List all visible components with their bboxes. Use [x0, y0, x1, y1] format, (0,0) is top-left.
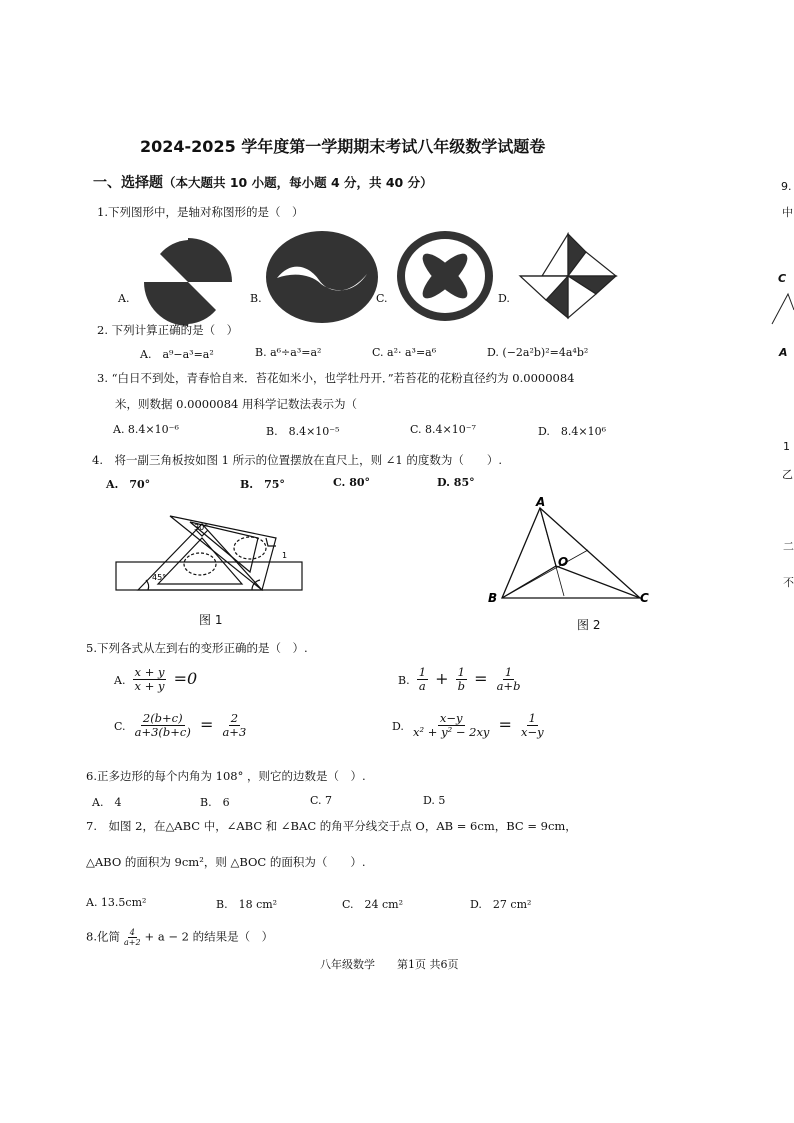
- q5-c-num: 2(b+c): [142, 711, 183, 725]
- section-heading: [93, 172, 433, 192]
- q8-suffix: + a − 2 的结果是（ ）: [144, 929, 274, 944]
- q5-b-f1n: 1: [418, 665, 427, 679]
- q8-prefix: 8.化简: [86, 929, 120, 944]
- q5-b-frac1: [417, 666, 428, 693]
- fig1-angle-30: 30°: [194, 523, 209, 532]
- q5-d-rhs: [519, 712, 546, 739]
- q5-c-rd: a+3: [222, 725, 247, 740]
- q5-b-f3n: 1: [504, 665, 513, 679]
- q5-b-f2d: b: [457, 679, 465, 694]
- q7-option-d: D. 27 cm²: [470, 898, 532, 911]
- q3-option-c: C. 8.4×10⁻⁷: [410, 423, 476, 436]
- q1-label-b: B.: [250, 292, 262, 305]
- q2-option-b: B. a⁶÷a³=a²: [255, 346, 322, 359]
- q6-option-c: C. 7: [310, 794, 333, 807]
- edge-figure-fragment: [770, 290, 794, 330]
- q1-label-a: A.: [118, 292, 130, 305]
- q5-d-rn: 1: [528, 711, 536, 725]
- q5-option-a: [114, 666, 197, 693]
- q5-b-frac2: [456, 666, 467, 693]
- question-2-stem: 2. 下列计算正确的是（ ）: [97, 323, 239, 337]
- q5-c-label: C.: [114, 720, 126, 734]
- q1-label-d: D.: [498, 292, 510, 305]
- question-5-stem: 5.下列各式从左到右的变形正确的是（ ）.: [86, 641, 308, 655]
- q5-d-den: x² + y² − 2xy: [413, 725, 490, 740]
- question-1-stem: 1.下列图形中，是轴对称图形的是（ ）: [97, 205, 304, 219]
- q5-d-label: D.: [392, 720, 404, 734]
- edge-text-bu: 不: [783, 576, 794, 589]
- question-7-line1: 7. 如图 2，在△ABC 中，∠ABC 和 ∠BAC 的角平分线交于点 O，AB = 6cm，BC = 9cm，: [86, 819, 577, 833]
- q7-option-a: A. 13.5cm²: [86, 896, 147, 909]
- fig1-angle-45: 45°: [152, 573, 167, 582]
- fig2-vertex-b: B: [488, 591, 498, 605]
- q4-option-d: D. 85°: [437, 476, 475, 489]
- q5-a-den: x + y: [134, 679, 165, 694]
- q1-figure-b-ellipse: [263, 228, 381, 326]
- q5-c-den: a+3(b+c): [134, 725, 191, 740]
- q5-b-f2n: 1: [457, 665, 465, 679]
- q5-d-rd: x−y: [521, 725, 544, 740]
- q6-option-b: B. 6: [200, 796, 230, 809]
- q5-a-num: x + y: [134, 665, 165, 679]
- q4-option-a: A. 70°: [106, 478, 151, 491]
- q5-b-f3d: a+b: [496, 679, 521, 694]
- q5-a-fraction: [133, 666, 167, 693]
- q7-option-c: C. 24 cm²: [342, 898, 404, 911]
- q5-d-fraction: [411, 712, 491, 739]
- q5-a-label: A.: [114, 674, 126, 688]
- edge-text-er: 二: [783, 540, 794, 553]
- q8-fraction: [122, 928, 143, 947]
- q7-option-b: B. 18 cm²: [216, 898, 278, 911]
- fig1-angle-1: 1: [282, 551, 288, 560]
- fig2-point-o: O: [558, 555, 569, 569]
- q5-b-frac3: [495, 666, 523, 693]
- figure-1-triangles-ruler: [110, 508, 310, 600]
- q5-option-d: [392, 712, 548, 739]
- q5-b-f1d: a: [418, 679, 426, 694]
- q8-den: a+2: [123, 938, 141, 948]
- question-3-line2: 米，则数据 0.0000084 用科学记数法表示为（: [115, 397, 357, 411]
- section-note: （本大题共 10 小题，每小题 4 分，共 40 分）: [163, 175, 433, 190]
- q2-option-c: C. a²· a³=a⁶: [372, 346, 437, 359]
- q1-label-c: C.: [376, 292, 388, 305]
- q1-figure-d-windmill: [516, 230, 620, 322]
- q2-option-d: D. (−2a²b)²=4a⁴b²: [487, 346, 589, 359]
- page-footer: 八年级数学 第1页 共6页: [320, 958, 459, 971]
- q3-option-a: A. 8.4×10⁻⁶: [113, 423, 179, 436]
- question-6-stem: 6.正多边形的每个内角为 108° ，则它的边数是（ ）.: [86, 769, 366, 783]
- question-4-stem: 4. 将一副三角板按如图 1 所示的位置摆放在直尺上，则 ∠1 的度数为（ ）.: [92, 453, 503, 467]
- q5-d-eq: =: [498, 715, 512, 735]
- figure-2-triangle: [484, 496, 656, 608]
- q5-c-fraction: [133, 712, 193, 739]
- figure-1-caption: 图 1: [199, 613, 223, 627]
- figure-2-caption: 图 2: [577, 618, 601, 632]
- q3-option-b: B. 8.4×10⁻⁵: [266, 425, 340, 438]
- q5-b-label: B.: [398, 674, 410, 688]
- q5-option-c: [114, 712, 250, 739]
- exam-title: 2024-2025 学年度第一学期期末考试八年级数学试题卷: [140, 137, 546, 156]
- q4-option-c: C. 80°: [333, 476, 371, 489]
- q1-figure-c-flower: [395, 228, 495, 324]
- edge-text-9: 9.: [781, 180, 792, 193]
- q4-option-b: B. 75°: [240, 478, 285, 491]
- edge-text-a: A: [779, 346, 788, 359]
- q5-c-rn: 2: [230, 711, 239, 725]
- q5-c-rhs: [220, 712, 248, 739]
- question-7-line2: △ABO 的面积为 9cm²，则 △BOC 的面积为（ ）.: [86, 855, 366, 869]
- edge-text-yi: 乙: [782, 468, 793, 481]
- q5-a-rhs: =0: [173, 669, 198, 689]
- fig2-vertex-c: C: [640, 591, 649, 605]
- question-8: [86, 928, 273, 947]
- q3-option-d: D. 8.4×10⁶: [538, 425, 607, 438]
- section-heading-text: 一、选择题: [93, 175, 163, 191]
- q5-b-plus: +: [435, 669, 449, 689]
- fig2-vertex-a: A: [536, 496, 546, 509]
- q5-option-b: [398, 666, 524, 693]
- q6-option-d: D. 5: [423, 794, 446, 807]
- question-3-line1: 3. “白日不到处，青春恰自来．苔花如米小，也学牡丹开．”若苔花的花粉直径约为 0.0000084: [97, 371, 575, 385]
- edge-text-zhong: 中: [782, 206, 793, 219]
- q5-b-eq: =: [474, 669, 488, 689]
- q6-option-a: A. 4: [92, 796, 122, 809]
- q2-option-a: A. a⁹−a³=a²: [140, 348, 214, 361]
- edge-text-c: C: [778, 272, 787, 285]
- q8-num: 4: [129, 928, 135, 937]
- q5-c-eq: =: [199, 715, 214, 735]
- edge-text-1: 1: [783, 440, 790, 453]
- q5-d-num: x−y: [439, 711, 463, 725]
